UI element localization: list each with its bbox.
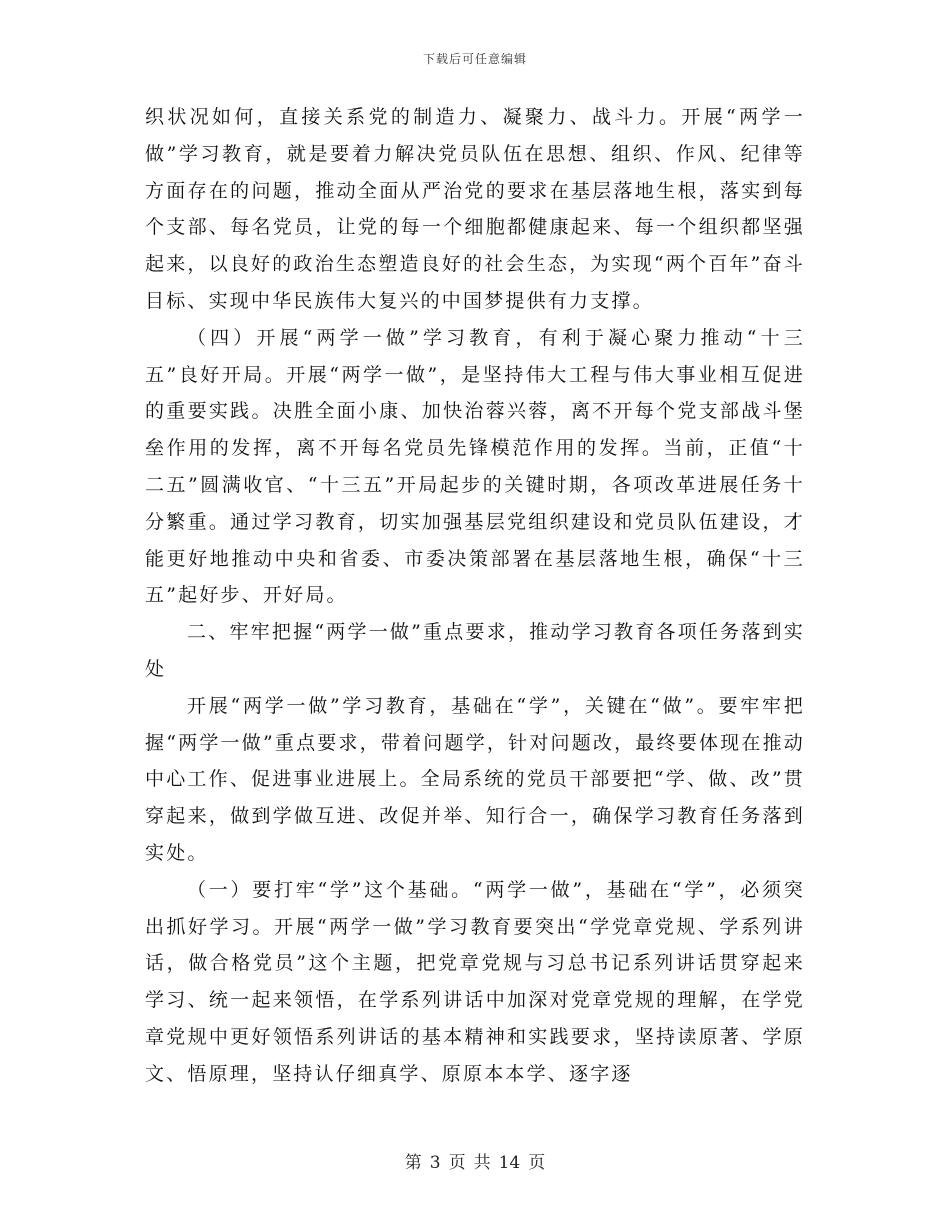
page-footer [0, 1148, 950, 1173]
document-body [145, 99, 805, 1093]
paragraph-continuation: 织状况如何，直接关系党的制造力、凝聚力、战斗力。开展“两学一做”学习教育，就是要着力解决党员队伍在思想、组织、作风、纪律等方面存在的问题，推动全面从严治党的要求在基层落地生根，落实到每个支部、每名党员，让党的每一个细胞都健康起来、每一个组织都坚强起来，以良好的政治生态塑造良好的社会生态，为实现“两个百年”奋斗目标、实现中华民族伟大复兴的中国梦提供有力支撑。 [145, 106, 805, 312]
paragraph-section-four: （四）开展“两学一做”学习教育，有利于凝心聚力推动“十三五”良好开局。开展“两学一做”，是坚持伟大工程与伟大事业相互促进的重要实践。决胜全面小康、加快治蓉兴蓉，离不开每个党支部战斗堡垒作用的发挥，离不开每名党员先锋模范作用的发挥。当前，正值“十二五”圆满收官、“十三五”开局起步的关键时期，各项改革进展任务十分繁重。通过学习教育，切实加强基层党组织建设和党员队伍建设，才能更好地推动中央和省委、市委决策部署在基层落地生根，确保“十三五”起好步、开好局。 [145, 326, 805, 607]
footer-suffix: 页 [528, 1153, 546, 1173]
paragraph-subsection-one: （一）要打牢“学”这个基础。“两学一做”，基础在“学”，必须突出抓好学习。开展“两学一做”学习教育要突出“学党章党规、学系列讲话，做合格党员”这个主题，把党章党规与习总书记系列讲话贯穿起来学习、统一起来领悟，在学系列讲话中加深对党章党规的理解，在学党章党规中更好领悟系列讲话的基本精神和实践要求，坚持读原著、学原文、悟原理，坚持认仔细真学、原原本本学、逐字逐 [145, 878, 805, 1085]
footer-current-page: 3 [429, 1153, 441, 1173]
section-heading-two: 二、牢牢把握“两学一做”重点要求，推动学习教育各项任务落到实处 [145, 621, 805, 680]
footer-prefix: 第 [404, 1153, 422, 1173]
page-header-note: 下载后可任意编辑 [422, 52, 527, 66]
paragraph-section-two-intro: 开展“两学一做”学习教育，基础在“学”，关键在“做”。要牢牢把握“两学一做”重点要求，带着问题学，针对问题改，最终要体现在推动中心工作、促进事业进展上。全局系统的党员干部要把“学、做、改”贯穿起来，做到学做互进、改促并举、知行合一，确保学习教育任务落到实处。 [145, 694, 805, 864]
footer-total-pages: 14 [498, 1153, 521, 1173]
footer-page-word: 页 [448, 1153, 466, 1173]
footer-total-word: 共 [473, 1153, 491, 1173]
